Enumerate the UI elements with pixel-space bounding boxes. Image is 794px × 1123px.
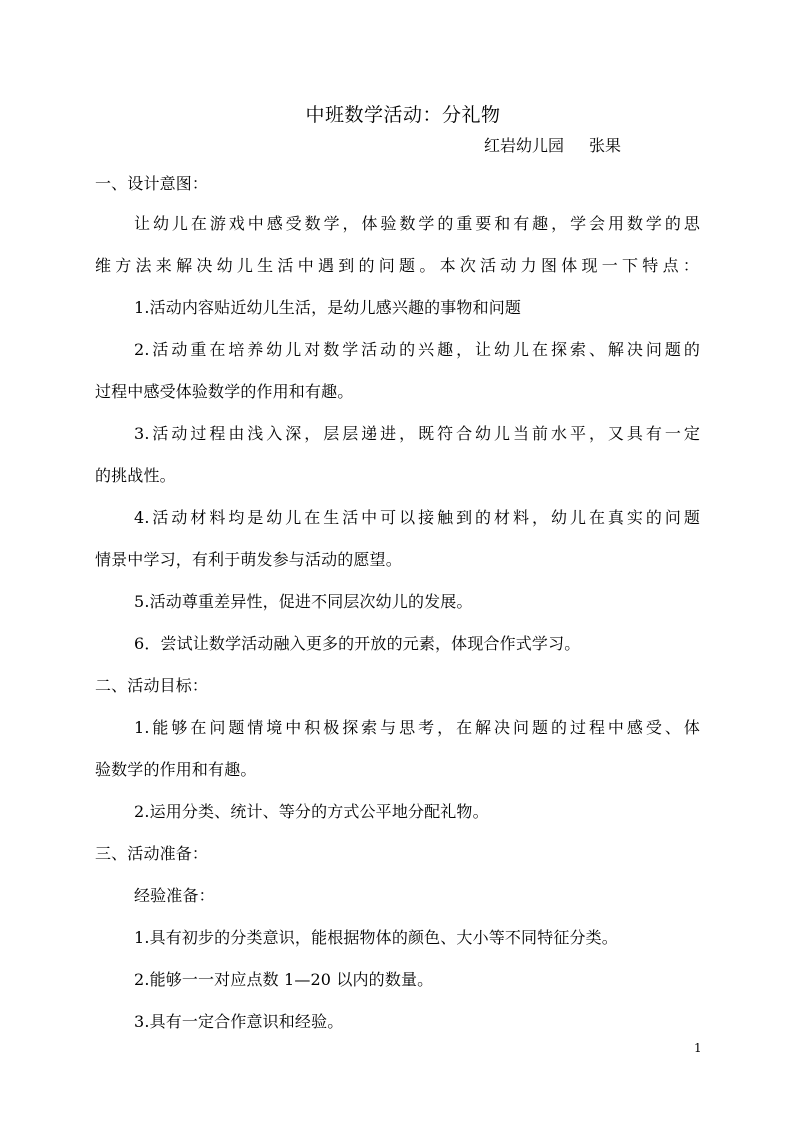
list-item: 4.活动材料均是幼儿在生活中可以接触到的材料，幼儿在真实的问题 (134, 508, 700, 527)
list-item: 3.具有一定合作意识和经验。 (134, 1012, 344, 1031)
list-item: 6．尝试让数学活动融入更多的开放的元素，体现合作式学习。 (134, 634, 581, 653)
school-name: 红岩幼儿园 (484, 136, 565, 155)
author-name: 张果 (589, 136, 622, 155)
page-number: 1 (694, 1041, 702, 1055)
paragraph-line: 让幼儿在游戏中感受数学，体验数学的重要和有趣，学会用数学的思 (134, 214, 700, 233)
list-item: 2.运用分类、统计、等分的方式公平地分配礼物。 (134, 802, 489, 821)
list-item: 5.活动尊重差异性，促进不同层次幼儿的发展。 (134, 592, 473, 611)
paragraph-line: 过程中感受体验数学的作用和有趣。 (95, 382, 354, 401)
paragraph-line: 验数学的作用和有趣。 (95, 760, 257, 779)
paragraph-line: 情景中学习，有利于萌发参与活动的愿望。 (95, 550, 402, 569)
paragraph-line: 维方法来解决幼儿生活中遇到的问题。本次活动力图体现一下特点： (95, 256, 699, 275)
list-item: 3.活动过程由浅入深，层层递进，既符合幼儿当前水平，又具有一定 (134, 424, 700, 443)
paragraph-line: 的挑战性。 (95, 466, 176, 485)
list-item: 2.能够一一对应点数 1—20 以内的数量。 (134, 970, 434, 989)
list-item: 1.能够在问题情境中积极探索与思考，在解决问题的过程中感受、体 (134, 718, 700, 737)
list-item: 1.具有初步的分类意识，能根据物体的颜色、大小等不同特征分类。 (134, 928, 618, 947)
list-item: 1.活动内容贴近幼儿生活，是幼儿感兴趣的事物和问题 (134, 298, 522, 317)
document-title: 中班数学活动：分礼物 (305, 104, 501, 126)
section-heading-design-intent: 一、设计意图： (95, 174, 209, 193)
list-item: 2.活动重在培养幼儿对数学活动的兴趣，让幼儿在探索、解决问题的 (134, 340, 700, 359)
subheading-experience: 经验准备： (134, 886, 215, 905)
section-heading-preparation: 三、活动准备： (95, 844, 209, 863)
section-heading-goals: 二、活动目标： (95, 676, 209, 695)
